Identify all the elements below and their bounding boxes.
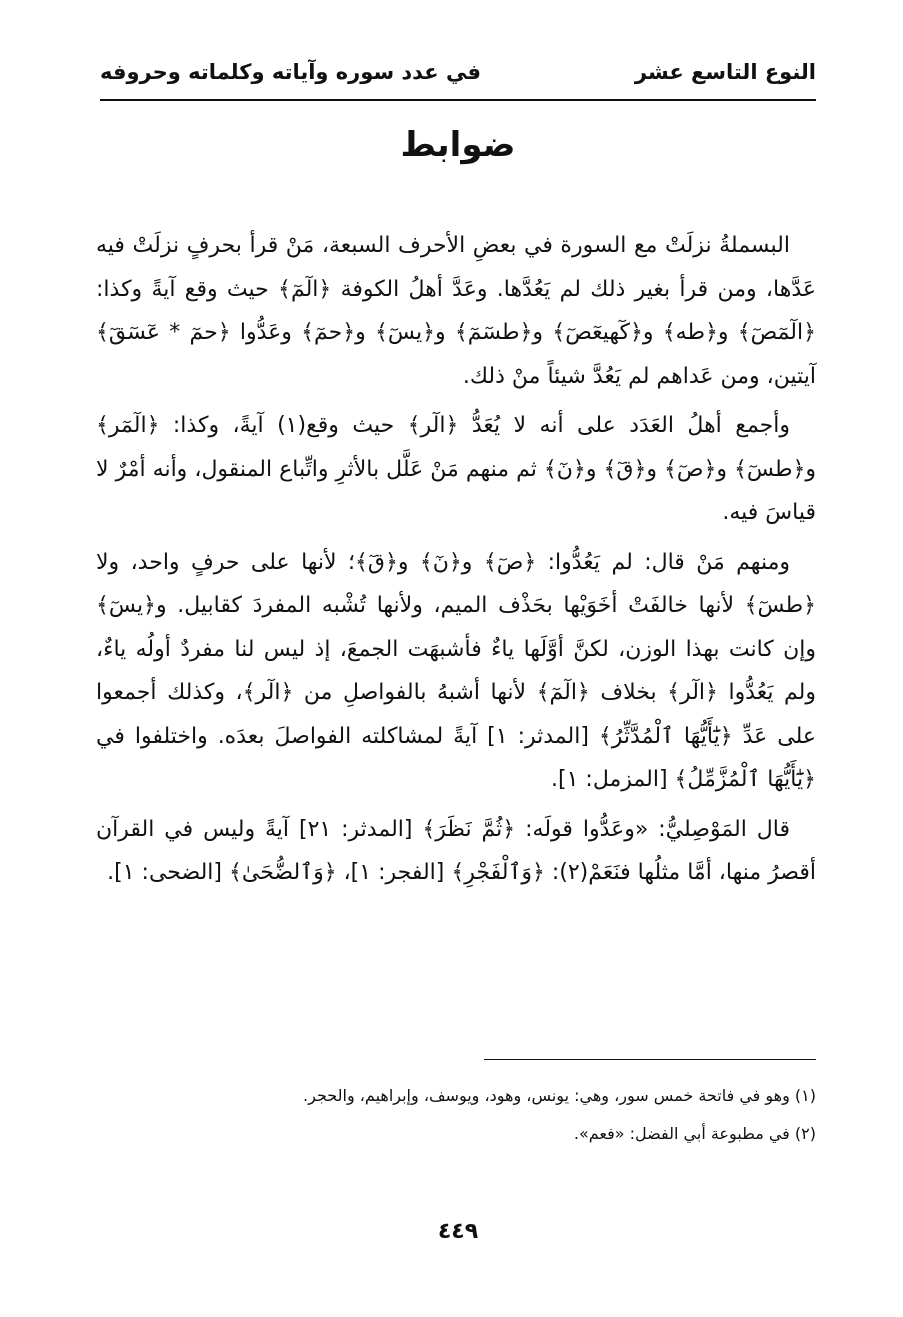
paragraph: البسملةُ نزلَتْ مع السورة في بعضِ الأحرف السبعة، مَنْ قرأ بحرفٍ نزلَتْ فيه عَدَّها، ومن قرأ بغير ذلك لم يَعُدَّها. وعَدَّ أهلُ الكوفة ﴿الٓمٓ﴾ حيث وقع آيةً وكذا: ﴿الٓمٓصٓ﴾ و﴿طه﴾ و﴿كٓهيعٓصٓ﴾ و﴿طسٓمٓ﴾ و﴿يسٓ﴾ و﴿حمٓ﴾ وعَدُّوا ﴿حمٓ * عٓسٓقٓ﴾ آيتين، ومن عَداهم لم يَعُدَّ شيئاً منْ ذلك. xyxy=(96,233,816,389)
paragraph: وأجمع أهلُ العَدَد على أنه لا يُعَدُّ ﴿الٓر﴾ حيث وقع(١) آيةً، وكذا: ﴿الٓمٓر﴾ و﴿طسٓ﴾ و﴿صٓ﴾ و﴿قٓ﴾ و﴿نٓ﴾ ثم منهم مَنْ عَلَّل بالأثرِ واتِّباع المنقول، وأنه أمْرٌ لا قياسَ فيه. xyxy=(96,413,816,525)
chapter-title: النوع التاسع عشر xyxy=(634,60,816,84)
running-header xyxy=(100,52,816,92)
header-divider xyxy=(100,99,816,101)
footnote: (١) وهو في فاتحة خمس سور، وهي: يونس، وهود، ويوسف، وإبراهيم، والحجر. xyxy=(303,1086,816,1105)
page-number: ٤٤٩ xyxy=(437,1219,479,1244)
footnotes xyxy=(100,1080,816,1156)
footnote: (٢) في مطبوعة أبي الفضل: «فعم». xyxy=(573,1124,816,1143)
footnote-divider xyxy=(484,1059,816,1060)
paragraph: ومنهم مَنْ قال: لم يَعُدُّوا: ﴿صٓ﴾ و﴿نٓ﴾ و﴿قٓ﴾؛ لأنها على حرفٍ واحد، ولا ﴿طسٓ﴾ لأنها خالفَتْ أخَوَيْها بحَذْف الميم، ولأنها تُشْبه المفردَ كقابيل. و﴿يسٓ﴾ وإن كانت بهذا الوزن، لكنَّ أوَّلَها ياءٌ فأشبهَت الجمعَ، إذ ليس لنا مفردٌ أولُه ياءٌ، ولم يَعُدُّوا ﴿الٓر﴾ بخلاف ﴿الٓمٓ﴾ لأنها أشبهُ بالفواصلِ من ﴿الٓر﴾، وكذلك أجمعوا على عَدِّ ﴿يَٰٓأَيُّهَا ٱلْمُدَّثِّرُ﴾ [المدثر: ١] آيةً لمشاكلته الفواصلَ بعدَه. واختلفوا في ﴿يَٰٓأَيُّهَا ٱلْمُزَّمِّلُ﴾ [المزمل: ١]. xyxy=(96,549,816,792)
section-title: ضوابط xyxy=(400,125,516,165)
body-text xyxy=(96,224,816,895)
chapter-subject: في عدد سوره وآياته وكلماته وحروفه xyxy=(100,60,481,84)
paragraph: قال المَوْصِليُّ: «وعَدُّوا قولَه: ﴿ثُمَّ نَظَرَ﴾ [المدثر: ٢١] آيةً وليس في القرآن أقصرُ منها، أمَّا مثلُها فنَعَمْ(٢): ﴿وَٱلْفَجْرِ﴾ [الفجر: ١]، ﴿وَٱلضُّحَىٰ﴾ [الضحى: ١]. xyxy=(96,816,816,885)
